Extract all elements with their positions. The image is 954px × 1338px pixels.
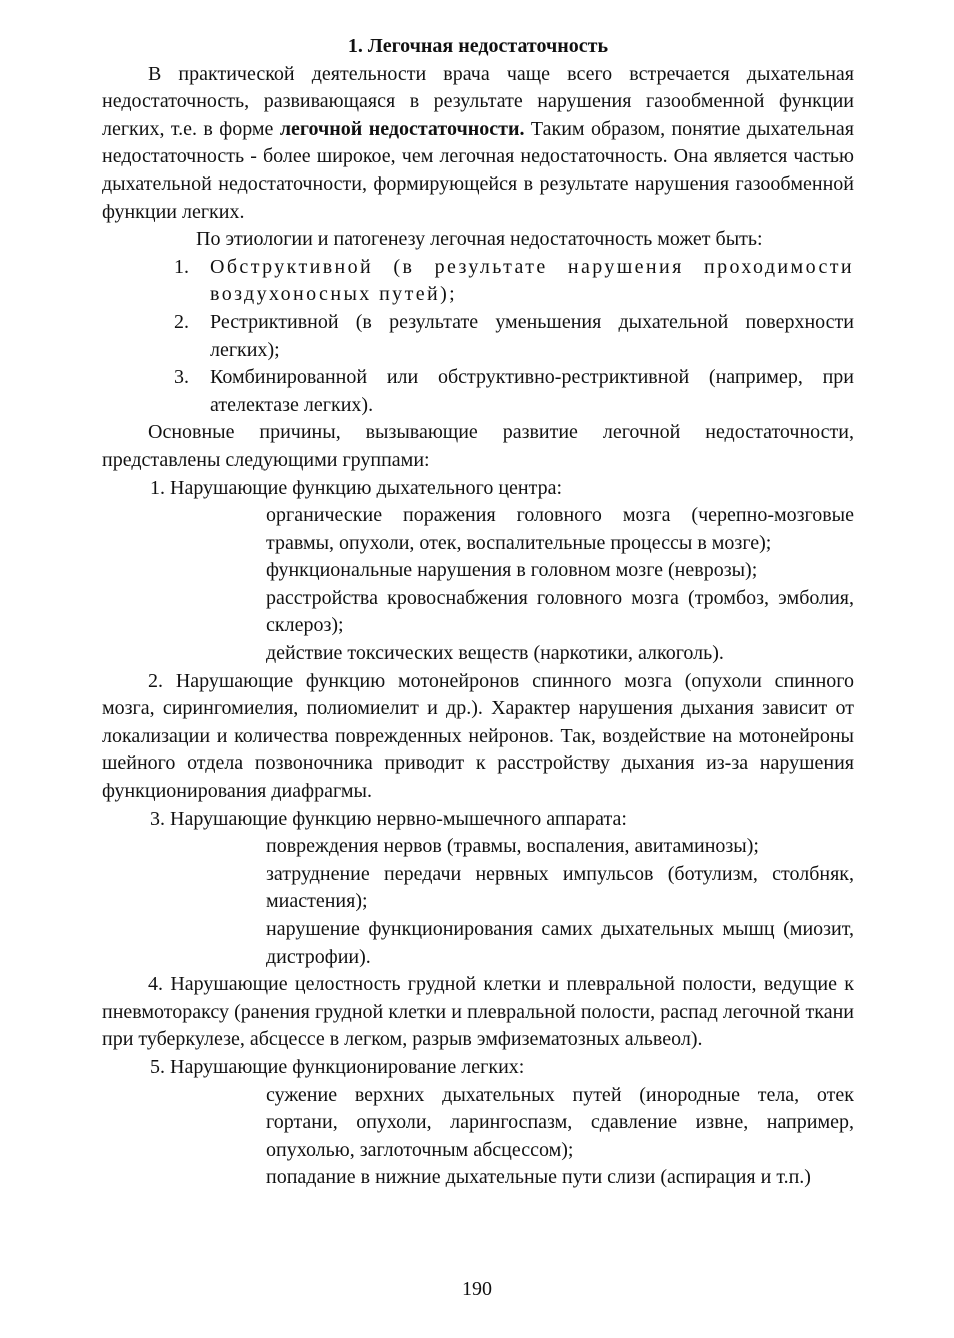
intro-bold-term: легочной недостаточности. (279, 117, 525, 140)
group-3-item: нарушение функционирования самих дыхательных мышц (миозит, дистрофии). (266, 918, 854, 968)
list-item (102, 364, 854, 419)
list-item-text: Комбинированной или обструктивно-рестриктивной (например, при ателектазе легких). (210, 366, 854, 416)
list-item-number: 3. (174, 366, 189, 389)
group-4-paragraph: 4. Нарушающие целостность грудной клетки и плевральной полости, ведущие к пневмотораксу (ранения грудной клетки и плевральной полости, распад легочной ткани при туберкулезе, абсцессе в легком, разрыв эмфизематозных альвеол). (102, 973, 854, 1051)
group-2-paragraph: 2. Нарушающие функцию мотонейронов спинного мозга (опухоли спинного мозга, сирингомиелия, полиомиелит и др.). Характер нарушения дыхания зависит от локализации и количества поврежденных нейронов. Так, воздействие на мотонейроны шейного отдела позвоночника приводит к расстройству дыхания из-за нарушения функционирования диафрагмы. (102, 669, 854, 803)
group-5-item: сужение верхних дыхательных путей (инородные тела, отек гортани, опухоли, ларингоспазм, сдавление извне, например, опухолью, заглоточным абсцессом); (266, 1083, 854, 1161)
list-item-text: Обструктивной (в результате нарушения проходимости воздухоносных путей); (210, 255, 854, 306)
etiology-intro: По этиологии и патогенезу легочная недостаточность может быть: (196, 228, 763, 251)
list-item (102, 309, 854, 364)
group-3-item: повреждения нервов (травмы, воспаления, авитаминозы); (266, 835, 759, 858)
types-list (102, 254, 854, 420)
intro-text-2: Таким образом, понятие дыхательная недостаточность - более широкое, чем легочная недостаточность. Она является частью дыхательной недостаточности, формирующейся в результате нарушения газообменной функции легких. (102, 117, 854, 223)
group-3-item: затруднение передачи нервных импульсов (ботулизм, столбняк, миастения); (266, 862, 854, 913)
list-item (102, 254, 854, 309)
group-1-item: функциональные нарушения в головном мозге (неврозы); (266, 559, 758, 582)
intro-text-1: В практической деятельности врача чаще всего встречается дыхательная недостаточность, развивающаяся в результате нарушения газообменной функции легких, т.е. в форме (102, 62, 854, 140)
group-1-item: расстройства кровоснабжения головного мозга (тромбоз, эмболия, склероз); (266, 586, 854, 637)
list-item-number: 1. (174, 255, 189, 278)
page-number: 190 (462, 1278, 492, 1300)
causes-intro: Основные причины, вызывающие развитие легочной недостаточности, представлены следующими группами: (102, 421, 854, 471)
group-1-item: органические поражения головного мозга (черепно-мозговые травмы, опухоли, отек, воспалительные процессы в мозге); (266, 504, 854, 554)
group-5-heading: 5. Нарушающие функционирование легких: (150, 1055, 525, 1078)
group-1-item: действие токсических веществ (наркотики, алкоголь). (266, 642, 724, 665)
list-item-text: Рестриктивной (в результате уменьшения дыхательной поверхности легких); (210, 310, 854, 361)
group-5-item: попадание в нижние дыхательные пути слизи (аспирация и т.п.) (266, 1166, 811, 1189)
group-3-heading: 3. Нарушающие функцию нервно-мышечного аппарата: (150, 807, 627, 830)
list-item-number: 2. (174, 310, 189, 333)
group-1-heading: 1. Нарушающие функцию дыхательного центра: (150, 476, 563, 499)
section-title: 1. Легочная недостаточность (347, 35, 609, 57)
page-content (102, 33, 854, 1192)
intro-paragraph (102, 61, 854, 227)
